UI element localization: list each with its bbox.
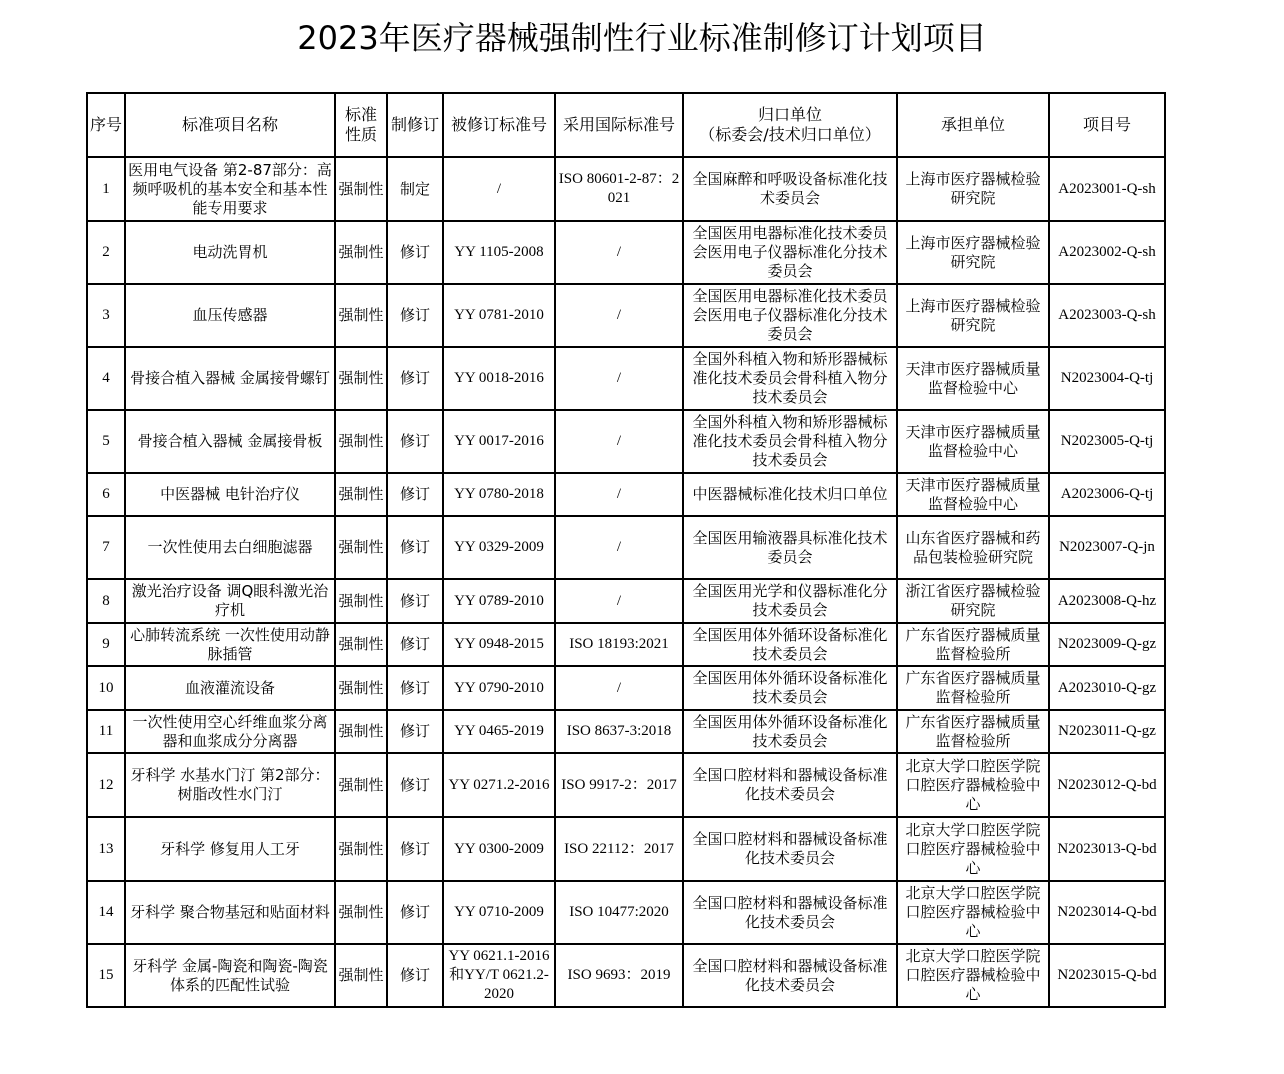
header-revised: 被修订标准号 [443, 93, 555, 157]
table-row [87, 753, 1165, 817]
cell-nature: 强制性 [335, 881, 387, 944]
cell-project-id: A2023003-Q-sh [1049, 284, 1165, 347]
cell-seq: 7 [87, 516, 125, 579]
cell-nature: 强制性 [335, 710, 387, 753]
cell-revised: YY 0789-2010 [443, 579, 555, 623]
cell-org: 天津市医疗器械质量监督检验中心 [897, 473, 1049, 516]
cell-nature: 强制性 [335, 817, 387, 881]
cell-org: 北京大学口腔医学院口腔医疗器械检验中心 [897, 881, 1049, 944]
cell-name: 电动洗胃机 [125, 221, 335, 284]
cell-unit: 全国口腔材料和器械设备标准化技术委员会 [683, 881, 897, 944]
cell-type: 修订 [387, 410, 443, 473]
cell-revised: YY 0329-2009 [443, 516, 555, 579]
cell-project-id: N2023009-Q-gz [1049, 623, 1165, 666]
header-name: 标准项目名称 [125, 93, 335, 157]
cell-unit: 全国外科植入物和矫形器械标准化技术委员会骨科植入物分技术委员会 [683, 410, 897, 473]
cell-project-id: A2023008-Q-hz [1049, 579, 1165, 623]
cell-intl: ISO 8637-3:2018 [555, 710, 683, 753]
cell-name: 一次性使用去白细胞滤器 [125, 516, 335, 579]
table-row [87, 881, 1165, 944]
cell-unit: 全国医用输液器具标准化技术委员会 [683, 516, 897, 579]
cell-intl: / [555, 516, 683, 579]
table-row [87, 666, 1165, 710]
table-row [87, 817, 1165, 881]
cell-org: 浙江省医疗器械检验研究院 [897, 579, 1049, 623]
cell-intl: / [555, 410, 683, 473]
cell-nature: 强制性 [335, 221, 387, 284]
cell-project-id: N2023012-Q-bd [1049, 753, 1165, 817]
cell-intl: ISO 9693：2019 [555, 944, 683, 1007]
cell-name: 一次性使用空心纤维血浆分离器和血浆成分分离器 [125, 710, 335, 753]
table-body [87, 157, 1165, 1007]
cell-org: 广东省医疗器械质量监督检验所 [897, 623, 1049, 666]
cell-nature: 强制性 [335, 623, 387, 666]
cell-seq: 9 [87, 623, 125, 666]
header-seq: 序号 [87, 93, 125, 157]
cell-intl: / [555, 221, 683, 284]
table-row [87, 284, 1165, 347]
cell-seq: 8 [87, 579, 125, 623]
cell-project-id: N2023011-Q-gz [1049, 710, 1165, 753]
cell-revised: YY 0018-2016 [443, 347, 555, 410]
cell-project-id: N2023007-Q-jn [1049, 516, 1165, 579]
cell-unit: 全国医用电器标准化技术委员会医用电子仪器标准化分技术委员会 [683, 284, 897, 347]
cell-intl: ISO 80601-2-87：2021 [555, 157, 683, 221]
cell-org: 山东省医疗器械和药品包装检验研究院 [897, 516, 1049, 579]
cell-unit: 全国口腔材料和器械设备标准化技术委员会 [683, 817, 897, 881]
cell-revised: YY 0710-2009 [443, 881, 555, 944]
cell-seq: 10 [87, 666, 125, 710]
header-id: 项目号 [1049, 93, 1165, 157]
cell-name: 心肺转流系统 一次性使用动静脉插管 [125, 623, 335, 666]
table-row [87, 944, 1165, 1007]
cell-name: 激光治疗设备 调Q眼科激光治疗机 [125, 579, 335, 623]
cell-intl: / [555, 347, 683, 410]
cell-project-id: A2023006-Q-tj [1049, 473, 1165, 516]
cell-unit: 全国口腔材料和器械设备标准化技术委员会 [683, 944, 897, 1007]
cell-unit: 全国麻醉和呼吸设备标准化技术委员会 [683, 157, 897, 221]
cell-name: 血液灌流设备 [125, 666, 335, 710]
cell-seq: 1 [87, 157, 125, 221]
cell-type: 修订 [387, 881, 443, 944]
cell-seq: 13 [87, 817, 125, 881]
cell-name: 牙科学 聚合物基冠和贴面材料 [125, 881, 335, 944]
cell-revised: YY 0781-2010 [443, 284, 555, 347]
cell-type: 制定 [387, 157, 443, 221]
cell-seq: 14 [87, 881, 125, 944]
cell-org: 广东省医疗器械质量监督检验所 [897, 666, 1049, 710]
cell-intl: ISO 9917-2：2017 [555, 753, 683, 817]
cell-org: 上海市医疗器械检验研究院 [897, 221, 1049, 284]
header-type: 制修订 [387, 93, 443, 157]
cell-revised: YY 0271.2-2016 [443, 753, 555, 817]
table-row [87, 579, 1165, 623]
cell-intl: ISO 22112：2017 [555, 817, 683, 881]
standards-plan-table [86, 92, 1166, 1008]
cell-type: 修订 [387, 347, 443, 410]
cell-nature: 强制性 [335, 666, 387, 710]
cell-unit: 全国医用电器标准化技术委员会医用电子仪器标准化分技术委员会 [683, 221, 897, 284]
cell-seq: 5 [87, 410, 125, 473]
cell-type: 修订 [387, 221, 443, 284]
cell-type: 修订 [387, 817, 443, 881]
table-row [87, 473, 1165, 516]
cell-type: 修订 [387, 473, 443, 516]
cell-org: 广东省医疗器械质量监督检验所 [897, 710, 1049, 753]
cell-nature: 强制性 [335, 284, 387, 347]
cell-nature: 强制性 [335, 347, 387, 410]
cell-unit: 全国外科植入物和矫形器械标准化技术委员会骨科植入物分技术委员会 [683, 347, 897, 410]
cell-project-id: N2023013-Q-bd [1049, 817, 1165, 881]
cell-intl: / [555, 579, 683, 623]
table-row [87, 516, 1165, 579]
cell-seq: 15 [87, 944, 125, 1007]
cell-name: 血压传感器 [125, 284, 335, 347]
cell-type: 修订 [387, 710, 443, 753]
cell-project-id: A2023001-Q-sh [1049, 157, 1165, 221]
header-nature: 标准性质 [335, 93, 387, 157]
header-intl: 采用国际标准号 [555, 93, 683, 157]
cell-revised: YY 0465-2019 [443, 710, 555, 753]
cell-intl: / [555, 284, 683, 347]
table-row [87, 623, 1165, 666]
cell-org: 上海市医疗器械检验研究院 [897, 157, 1049, 221]
cell-name: 牙科学 金属-陶瓷和陶瓷-陶瓷体系的匹配性试验 [125, 944, 335, 1007]
table-row [87, 221, 1165, 284]
cell-org: 北京大学口腔医学院口腔医疗器械检验中心 [897, 944, 1049, 1007]
cell-unit: 中医器械标准化技术归口单位 [683, 473, 897, 516]
cell-org: 上海市医疗器械检验研究院 [897, 284, 1049, 347]
cell-org: 天津市医疗器械质量监督检验中心 [897, 410, 1049, 473]
cell-seq: 6 [87, 473, 125, 516]
cell-unit: 全国医用体外循环设备标准化技术委员会 [683, 666, 897, 710]
cell-name: 医用电气设备 第2-87部分：高频呼吸机的基本安全和基本性能专用要求 [125, 157, 335, 221]
cell-name: 骨接合植入器械 金属接骨板 [125, 410, 335, 473]
table-row [87, 347, 1165, 410]
cell-name: 牙科学 修复用人工牙 [125, 817, 335, 881]
cell-type: 修订 [387, 753, 443, 817]
cell-unit: 全国医用体外循环设备标准化技术委员会 [683, 710, 897, 753]
cell-intl: ISO 10477:2020 [555, 881, 683, 944]
cell-project-id: A2023010-Q-gz [1049, 666, 1165, 710]
cell-nature: 强制性 [335, 157, 387, 221]
cell-intl: ISO 18193:2021 [555, 623, 683, 666]
header-unit: 归口单位 （标委会/技术归口单位） [683, 93, 897, 157]
cell-project-id: A2023002-Q-sh [1049, 221, 1165, 284]
cell-seq: 3 [87, 284, 125, 347]
cell-revised: YY 0780-2018 [443, 473, 555, 516]
cell-type: 修订 [387, 623, 443, 666]
cell-org: 天津市医疗器械质量监督检验中心 [897, 347, 1049, 410]
cell-type: 修订 [387, 666, 443, 710]
cell-seq: 12 [87, 753, 125, 817]
cell-unit: 全国医用体外循环设备标准化技术委员会 [683, 623, 897, 666]
cell-nature: 强制性 [335, 473, 387, 516]
cell-intl: / [555, 473, 683, 516]
cell-unit: 全国医用光学和仪器标准化分技术委员会 [683, 579, 897, 623]
cell-revised: YY 0621.1-2016 和YY/T 0621.2-2020 [443, 944, 555, 1007]
table-row [87, 157, 1165, 221]
cell-revised: / [443, 157, 555, 221]
cell-revised: YY 0948-2015 [443, 623, 555, 666]
cell-seq: 11 [87, 710, 125, 753]
cell-seq: 2 [87, 221, 125, 284]
cell-nature: 强制性 [335, 579, 387, 623]
cell-project-id: N2023014-Q-bd [1049, 881, 1165, 944]
cell-nature: 强制性 [335, 410, 387, 473]
cell-intl: / [555, 666, 683, 710]
cell-nature: 强制性 [335, 753, 387, 817]
cell-type: 修订 [387, 579, 443, 623]
cell-nature: 强制性 [335, 944, 387, 1007]
cell-revised: YY 0300-2009 [443, 817, 555, 881]
cell-project-id: N2023004-Q-tj [1049, 347, 1165, 410]
table-row [87, 710, 1165, 753]
cell-name: 骨接合植入器械 金属接骨螺钉 [125, 347, 335, 410]
cell-type: 修订 [387, 944, 443, 1007]
cell-type: 修订 [387, 284, 443, 347]
cell-seq: 4 [87, 347, 125, 410]
cell-name: 牙科学 水基水门汀 第2部分：树脂改性水门汀 [125, 753, 335, 817]
cell-revised: YY 0017-2016 [443, 410, 555, 473]
cell-project-id: N2023015-Q-bd [1049, 944, 1165, 1007]
header-org: 承担单位 [897, 93, 1049, 157]
cell-org: 北京大学口腔医学院口腔医疗器械检验中心 [897, 817, 1049, 881]
cell-name: 中医器械 电针治疗仪 [125, 473, 335, 516]
cell-type: 修订 [387, 516, 443, 579]
page-title: 2023年医疗器械强制性行业标准制修订计划项目 [297, 19, 987, 57]
cell-org: 北京大学口腔医学院口腔医疗器械检验中心 [897, 753, 1049, 817]
cell-nature: 强制性 [335, 516, 387, 579]
table-row [87, 410, 1165, 473]
cell-revised: YY 0790-2010 [443, 666, 555, 710]
cell-revised: YY 1105-2008 [443, 221, 555, 284]
header-row [87, 93, 1165, 157]
cell-project-id: N2023005-Q-tj [1049, 410, 1165, 473]
cell-unit: 全国口腔材料和器械设备标准化技术委员会 [683, 753, 897, 817]
